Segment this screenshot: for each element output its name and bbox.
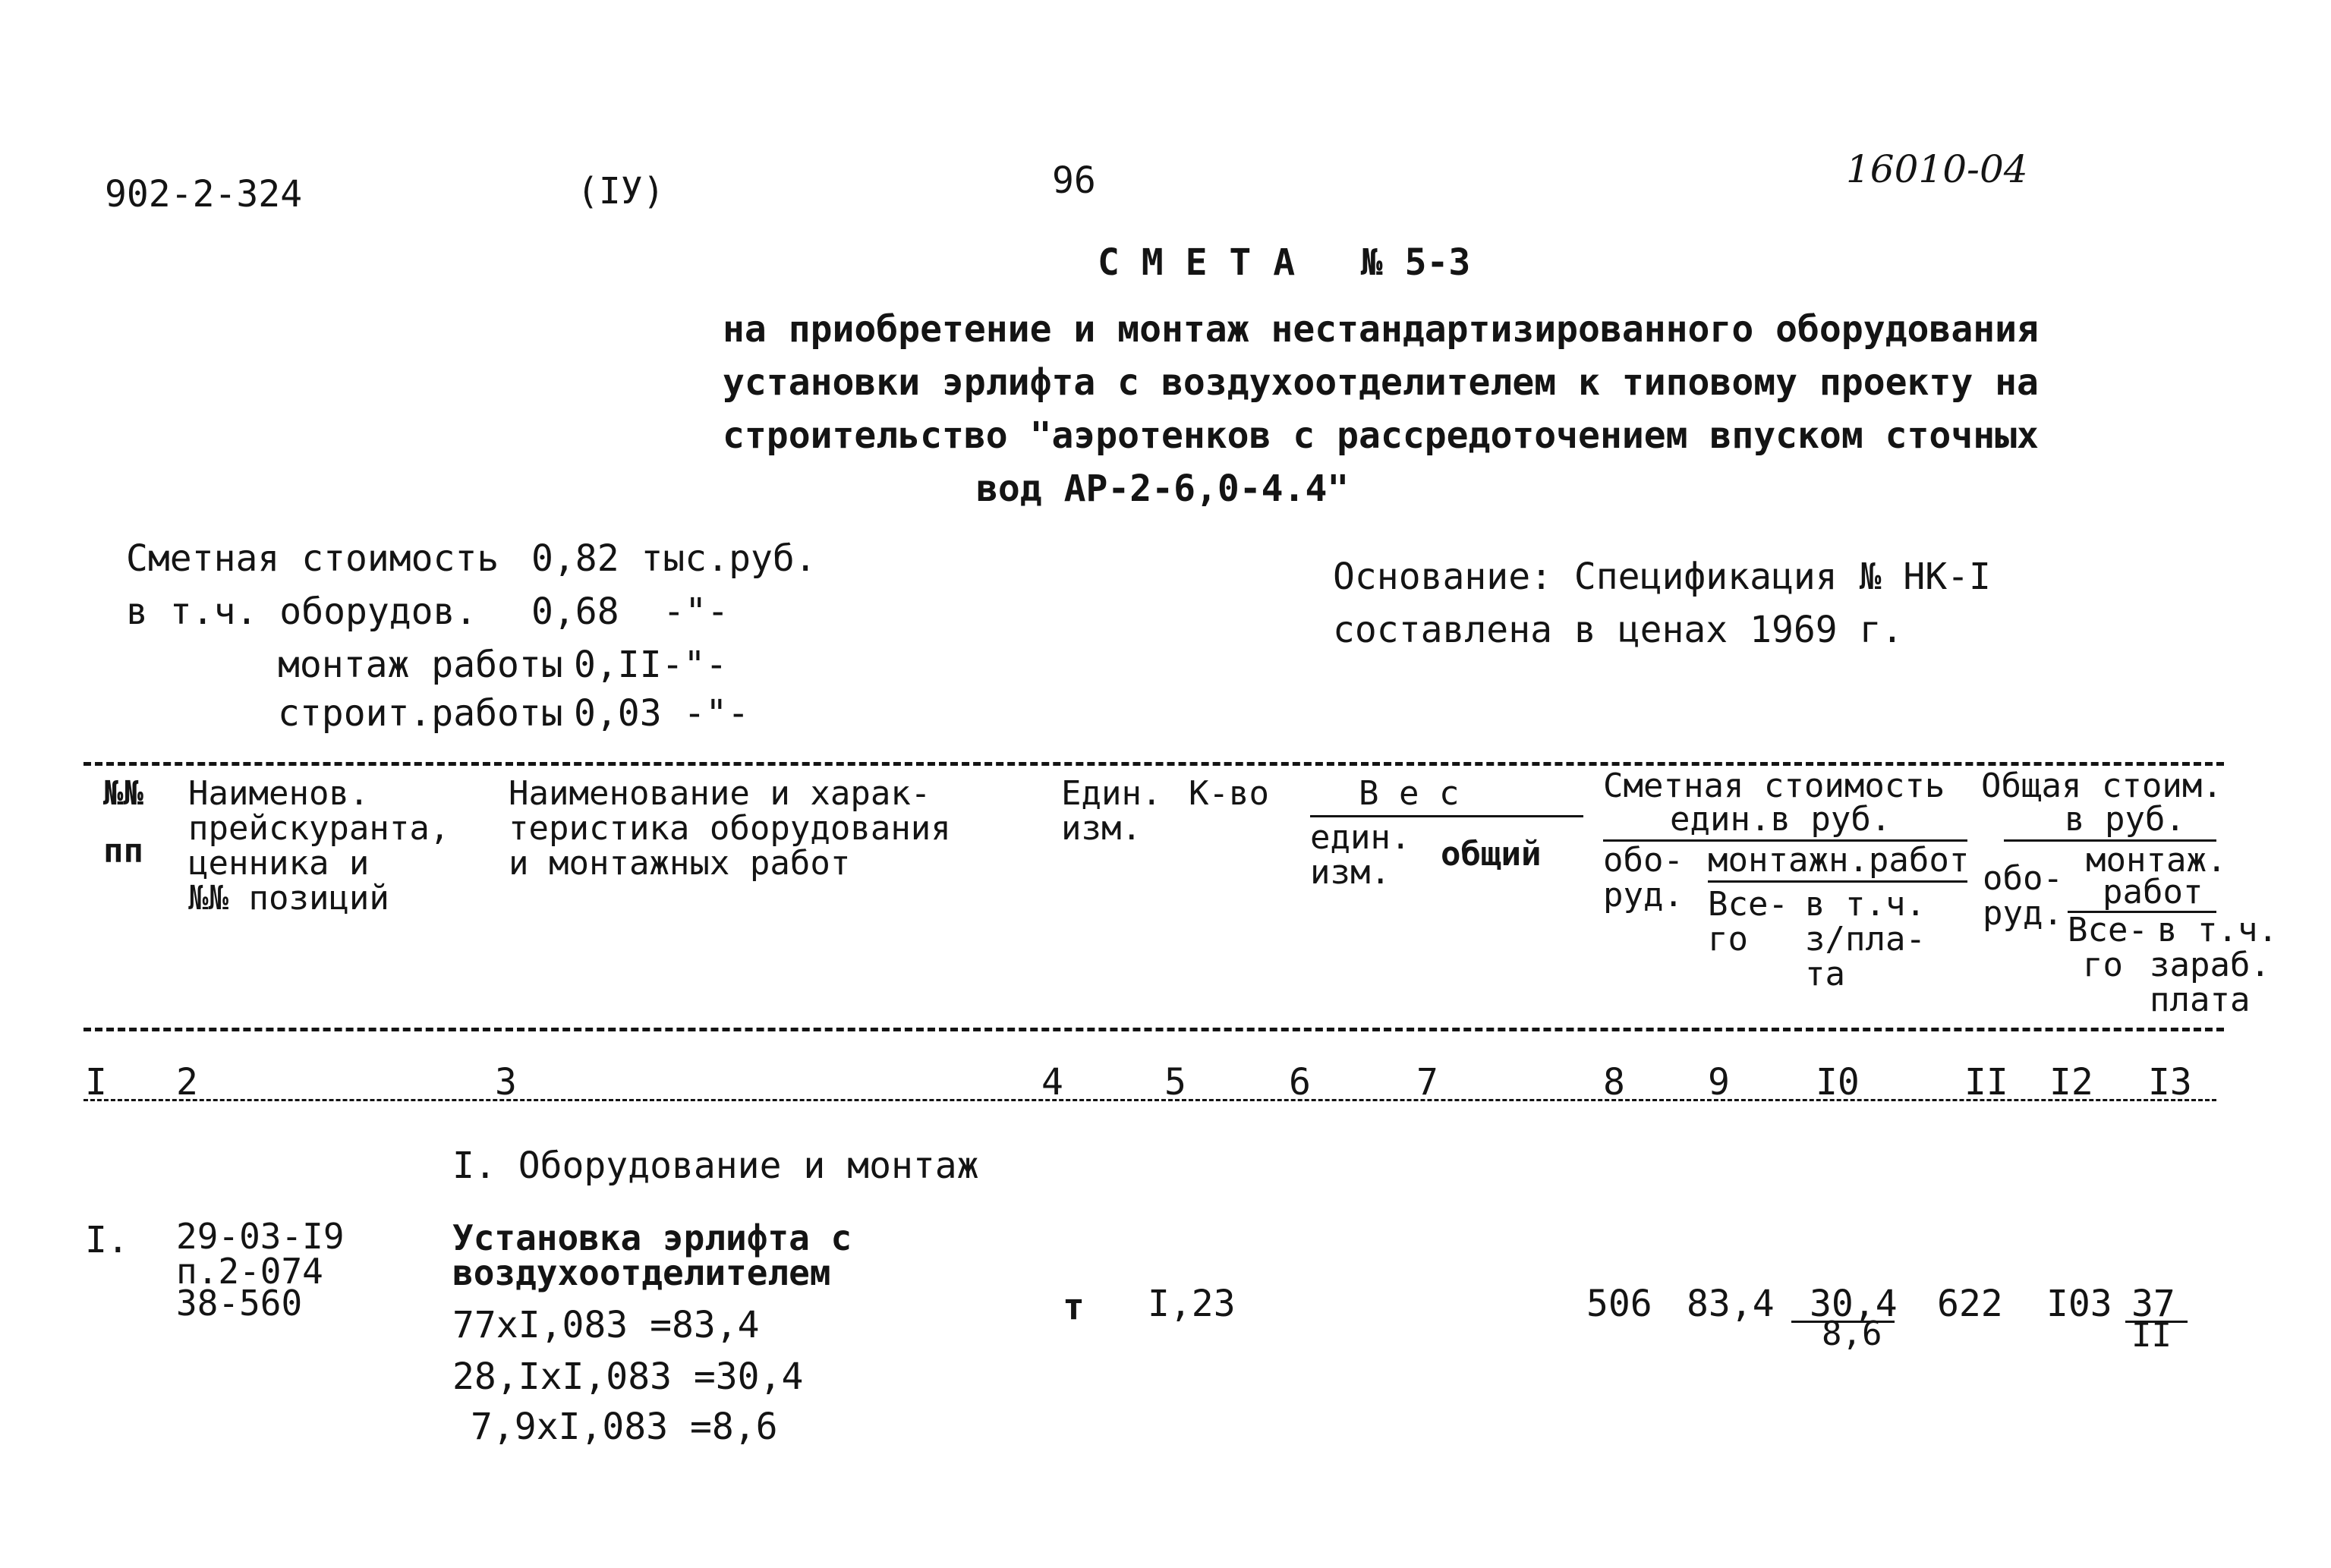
column-number-5: 5 — [1164, 1061, 1186, 1104]
header-total-cost: Общая стоим. — [1981, 767, 2222, 805]
total-cost-value: 0,82 тыс.руб. — [531, 537, 817, 580]
header-pricelist-1: Наименов. — [188, 774, 370, 813]
page-number: 96 — [1052, 159, 1096, 202]
row-total-install: I03 — [2046, 1283, 2112, 1325]
row-total-wage-sub: II — [2131, 1316, 2172, 1355]
column-number-4: 4 — [1041, 1061, 1063, 1104]
row-calc-3: 7,9хI,083 =8,6 — [471, 1406, 778, 1448]
row-name-1: Установка эрлифта с — [452, 1217, 852, 1258]
row-equipment-unit-cost: 506 — [1586, 1283, 1652, 1325]
est-install-underline — [1708, 880, 1967, 883]
header-est-install-wage-1: в т.ч. — [1805, 885, 1926, 924]
column-number-11: II — [1964, 1061, 2008, 1104]
row-calc-1: 77хI,083 =83,4 — [452, 1304, 760, 1346]
header-total-install-wage-1: в т.ч. — [2157, 911, 2278, 949]
row-total-equipment: 622 — [1937, 1283, 2003, 1325]
header-total-install-total-2: го — [2083, 946, 2123, 984]
section-title: I. Оборудование и монтаж — [452, 1145, 979, 1187]
header-pricelist-4: №№ позиций — [188, 879, 389, 918]
row-code-1: 29-03-I9 — [176, 1216, 345, 1257]
column-number-1: I — [85, 1061, 107, 1104]
header-total-install-1: монтаж. — [2086, 841, 2227, 880]
column-number-6: 6 — [1289, 1061, 1311, 1104]
installation-cost-value: 0,II-"- — [574, 644, 728, 686]
header-estimated-cost: Сметная стоимость — [1603, 767, 1945, 805]
row-number: I. — [85, 1219, 129, 1261]
row-quantity: I,23 — [1148, 1283, 1236, 1325]
row-code-2: п.2-074 — [176, 1251, 323, 1292]
equipment-cost-value: 0,68 -"- — [531, 590, 729, 633]
row-unit: т — [1063, 1286, 1085, 1328]
header-est-install: монтажн.работ — [1708, 841, 1970, 880]
header-weight: В е с — [1359, 774, 1460, 813]
header-total-install-wage-2: зараб. — [2150, 946, 2270, 984]
header-weight-unit-2: изм. — [1310, 853, 1391, 892]
row-code-3: 38-560 — [176, 1283, 303, 1324]
header-name-3: и монтажных работ — [509, 844, 851, 883]
basis-prices: составлена в ценах 1969 г. — [1333, 609, 1904, 651]
header-quantity: К-во — [1189, 774, 1269, 813]
header-name-1: Наименование и харак- — [509, 774, 931, 813]
header-est-install-wage-2: з/пла- — [1805, 920, 1926, 959]
handwritten-code: 16010-04 — [1846, 147, 2028, 191]
header-est-install-wage-3: та — [1805, 955, 1845, 993]
row-install-wage-sub: 8,6 — [1822, 1315, 1882, 1353]
header-weight-unit-1: един. — [1310, 818, 1411, 857]
weight-underline — [1310, 815, 1583, 817]
row-install-wage: 30,4 — [1810, 1283, 1898, 1325]
header-est-install-total-2: го — [1708, 920, 1748, 959]
header-bottom-rule — [83, 1028, 2224, 1031]
title-line-2: установки эрлифта с воздухоотделителем к типовому проекту на — [723, 361, 2039, 404]
construction-cost-value: 0,03 -"- — [574, 692, 750, 735]
column-number-12: I2 — [2049, 1061, 2093, 1104]
equipment-cost-label: в т.ч. оборудов. — [126, 590, 477, 633]
column-number-2: 2 — [176, 1061, 198, 1104]
header-number-1: №№ — [103, 774, 143, 813]
header-total-install-2: работ — [2103, 873, 2203, 912]
header-total-install-wage-3: плата — [2150, 981, 2251, 1019]
column-number-13: I3 — [2148, 1061, 2192, 1104]
construction-cost-label: строит.работы — [278, 692, 563, 735]
table-top-rule — [83, 762, 2224, 766]
row-install-total: 83,4 — [1687, 1283, 1775, 1325]
row-calc-2: 28,IхI,083 =30,4 — [452, 1355, 804, 1398]
title-line-1: на приобретение и монтаж нестандартизированного оборудования — [723, 308, 2039, 351]
header-name-2: теристика оборудования — [509, 809, 951, 848]
column-number-7: 7 — [1416, 1061, 1438, 1104]
header-number-2: пп — [103, 832, 143, 871]
column-number-8: 8 — [1603, 1061, 1625, 1104]
row-total-wage: 37 — [2131, 1283, 2175, 1325]
row-name-2: воздухоотделителем — [452, 1252, 831, 1293]
header-estimated-unit: един.в руб. — [1670, 800, 1892, 839]
header-total-in-rub: в руб. — [2065, 800, 2185, 839]
header-unit-2: изм. — [1061, 809, 1142, 848]
header-est-install-total-1: Все- — [1708, 885, 1788, 924]
header-pricelist-3: ценника и — [188, 844, 370, 883]
header-pricelist-2: прейскуранта, — [188, 809, 450, 848]
column-number-3: 3 — [495, 1061, 517, 1104]
total-cost-label: Сметная стоимость — [126, 537, 499, 580]
title-line-3: строительство "аэротенков с рассредоточением впуском сточных — [723, 414, 2039, 457]
header-unit-1: Един. — [1061, 774, 1162, 813]
installation-cost-label: монтаж работы — [278, 644, 563, 686]
column-numbers-rule — [83, 1099, 2216, 1101]
header-total-install-total-1: Все- — [2068, 911, 2148, 949]
header-est-equipment-1: обо- — [1603, 841, 1684, 880]
header-weight-total: общий — [1441, 835, 1542, 874]
header-total-equipment-1: обо- — [1983, 859, 2063, 898]
header-total-equipment-2: руд. — [1983, 894, 2063, 933]
column-number-10: I0 — [1816, 1061, 1860, 1104]
basis-specification: Основание: Спецификация № НК-I — [1333, 556, 1991, 598]
column-number-9: 9 — [1708, 1061, 1730, 1104]
header-est-equipment-2: руд. — [1603, 876, 1684, 915]
document-code: 902-2-324 — [105, 173, 303, 216]
estimate-heading: С М Е Т А № 5-3 — [1098, 241, 1471, 284]
volume-label: (IУ) — [577, 170, 665, 213]
title-line-4: вод АР-2-6,0-4.4" — [976, 468, 1350, 510]
